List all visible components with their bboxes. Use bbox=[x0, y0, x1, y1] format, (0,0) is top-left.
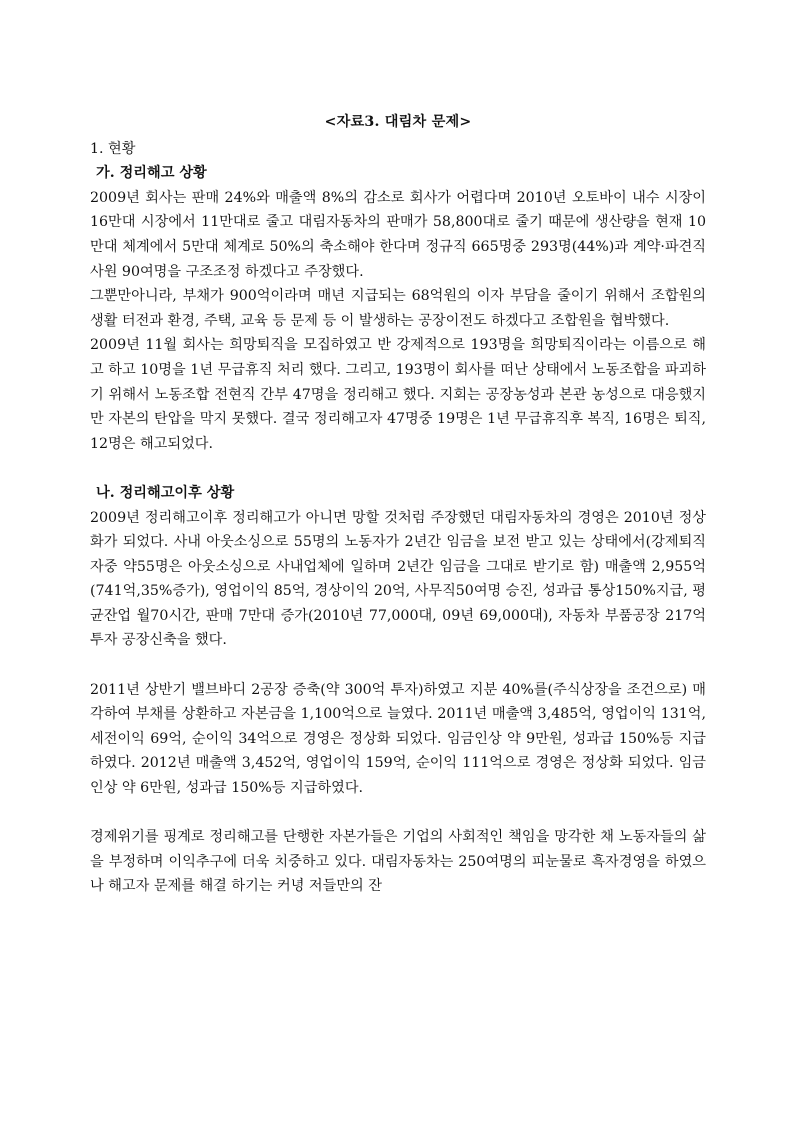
spacer bbox=[90, 801, 706, 826]
paragraph-b3: 경제위기를 핑계로 정리해고를 단행한 자본가들은 기업의 사회적인 책임을 망각한 채 노동자들의 삶을 부정하며 이익추구에 더욱 치중하고 있다. 대림자동차는 250여명의 피눈물로 흑자경영을 하였으나 해고자 문제를 해결 하기는 커녕 저들만의 잔 bbox=[90, 829, 706, 895]
document-title: <자료3. 대림차 문제> bbox=[324, 114, 472, 130]
paragraph-a3: 2009년 11월 회사는 희망퇴직을 모집하였고 반 강제적으로 193명을 희망퇴직이라는 이름으로 해고 하고 10명을 1년 무급휴직 처리 했다. 그리고, 193명이 회사를 떠난 상태에서 노동조합을 파괴하기 위해서 노동조합 전현직 간부 47명을 정리해고 했다. 지회는 공장농성과 본관 농성으로 대응했지만 자본의 탄압을 막지 못했다. 결국 정리해고자 47명중 19명은 1년 무급휴직후 복직, 16명은 퇴직, 12명은 해고되었다. bbox=[90, 337, 706, 452]
paragraph-b1: 2009년 정리해고이후 정리해고가 아니면 망할 것처럼 주장했던 대림자동차의 경영은 2010년 정상화가 되었다. 사내 아웃소싱으로 55명의 노동자가 2년간 임금을 보전 받고 있는 상태에서(강제퇴직자중 약55명은 아웃소싱으로 사내업체에 일하며 2년간 임금을 그대로 받기로 함) 매출액 2,955억(741억,35%증가), 영업이익 85억, 경상이익 20억, 사무직50여명 승진, 성과급 통상150%지급, 평균잔업 월70시간, 판매 7만대 증가(2010년 77,000대, 09년 69,000대), 자동차 부품공장 217억 투자 공장신축을 했다. bbox=[90, 509, 706, 649]
subsection-heading-a: 가. 정리해고 상황 bbox=[96, 165, 207, 182]
spacer bbox=[90, 456, 706, 481]
section-heading: 1. 현황 bbox=[90, 140, 136, 157]
spacer bbox=[90, 653, 706, 678]
paragraph-a1: 2009년 회사는 판매 24%와 매출액 8%의 감소로 회사가 어렵다며 2010년 오토바이 내수 시장이 16만대 시장에서 11만대로 줄고 대림자동차의 판매가 58,800대로 줄기 때문에 생산량을 현재 10만대 체계에서 5만대 체계로 50%의 축소해야 한다며 정규직 665명중 293명(44%)과 계약·파견직 사원 90여명을 구조조정 하겠다고 주장했다. bbox=[90, 189, 706, 280]
paragraph-b2: 2011년 상반기 밸브바디 2공장 증축(약 300억 투자)하였고 지분 40%를(주식상장을 조건으로) 매각하여 부채를 상환하고 자본금을 1,100억으로 늘였다. 2011년 매출액 3,485억, 영업이익 131억, 세전이익 69억, 순이익 34억으로 경영은 정상화 되었다. 임금인상 약 9만원, 성과급 150%등 지급하였다. 2012년 매출액 3,452억, 영업이익 159억, 순이익 111억으로 경영은 정상화 되었다. 임금인상 약 6만원, 성과급 150%등 지급하였다. bbox=[90, 681, 706, 797]
paragraph-a2: 그뿐만아니라, 부채가 900억이라며 매년 지급되는 68억원의 이자 부담을 줄이기 위해서 조합원의 생활 터전과 환경, 주택, 교육 등 문제 등 이 발생하는 공장이전도 하겠다고 조합원을 협박했다. bbox=[90, 288, 706, 329]
document-page bbox=[90, 110, 706, 899]
subsection-heading-b: 나. 정리해고이후 상황 bbox=[96, 484, 235, 501]
